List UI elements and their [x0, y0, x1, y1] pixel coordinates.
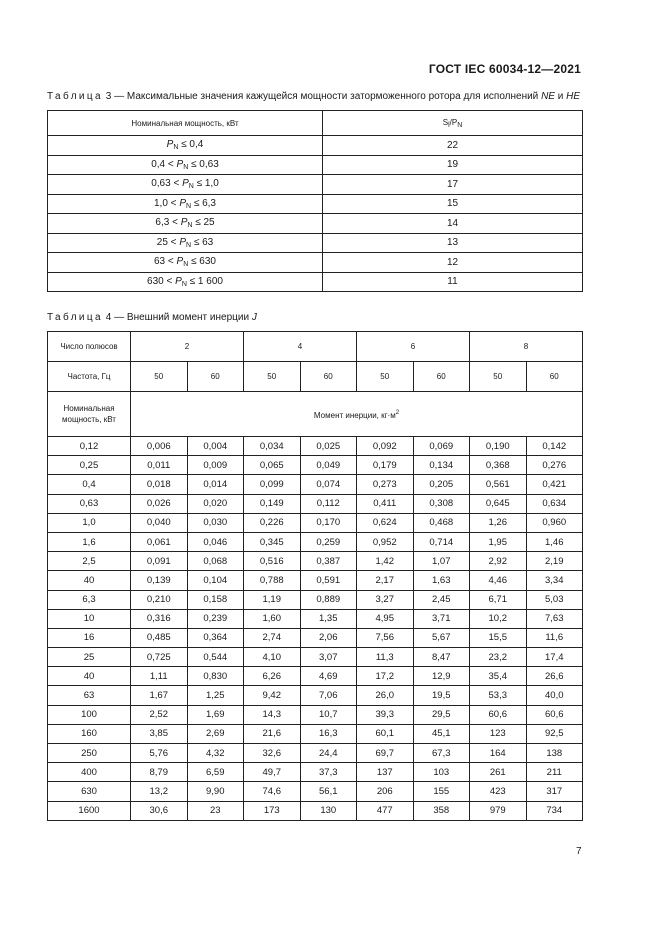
table4-inertia-cell: 4,69 [300, 667, 357, 686]
table4-inertia-cell: 206 [357, 782, 414, 801]
table4-inertia-cell: 4,46 [470, 571, 527, 590]
table4-inertia-cell: 2,17 [357, 571, 414, 590]
table4-inertia-cell: 11,3 [357, 648, 414, 667]
table4-inertia-cell: 15,5 [470, 628, 527, 647]
table3-col1-header: Номинальная мощность, кВт [48, 111, 323, 136]
table4-inertia-cell: 0,179 [357, 456, 414, 475]
table3-range-cell: $63 < P_N \le 630$ [48, 253, 323, 273]
table4-inertia-cell: 0,364 [187, 628, 244, 647]
table4-row [48, 475, 583, 494]
table4-inertia-cell: 0,725 [131, 648, 188, 667]
table4-inertia-cell: 103 [413, 763, 470, 782]
table4-power-cell: 400 [48, 763, 131, 782]
table3-row [48, 253, 583, 273]
table4-inertia-cell: 0,112 [300, 494, 357, 513]
table4-inertia-cell: 0,368 [470, 456, 527, 475]
table3-row [48, 136, 583, 156]
table4-inertia-cell: 60,6 [526, 705, 583, 724]
table4-inertia-cell: 0,069 [413, 437, 470, 456]
table4-inertia-cell: 0,205 [413, 475, 470, 494]
table4-inertia-cell: 0,345 [244, 532, 301, 551]
table4-caption [47, 312, 257, 323]
table4-caption-text: 4 — Внешний момент инерции J [105, 312, 257, 323]
table4-inertia-cell: 1,25 [187, 686, 244, 705]
table4-inertia-cell: 138 [526, 744, 583, 763]
table4-inertia-cell: 0,190 [470, 437, 527, 456]
table3-row [48, 272, 583, 292]
table4-inertia-cell: 0,276 [526, 456, 583, 475]
table4-inertia-cell: 0,040 [131, 513, 188, 532]
table4-inertia-cell: 0,889 [300, 590, 357, 609]
table4-inertia-cell: 19,5 [413, 686, 470, 705]
table4-row [48, 532, 583, 551]
table4-power-cell: 0,4 [48, 475, 131, 494]
table4-inertia-cell: 0,011 [131, 456, 188, 475]
table4-external-moment-of-inertia [47, 331, 583, 821]
table4-inertia-cell: 0,026 [131, 494, 188, 513]
table4-inertia-cell: 0,139 [131, 571, 188, 590]
table4-inertia-cell: 3,34 [526, 571, 583, 590]
table4-frequency-cell: 60 [526, 362, 583, 392]
table4-inertia-cell: 1,95 [470, 532, 527, 551]
table4-inertia-cell: 1,19 [244, 590, 301, 609]
table4-inertia-cell: 0,316 [131, 609, 188, 628]
table4-inertia-cell: 477 [357, 801, 414, 820]
table4-frequency-cell: 60 [413, 362, 470, 392]
table4-frequency-cell: 60 [187, 362, 244, 392]
table4-inertia-cell: 6,26 [244, 667, 301, 686]
table4-power-cell: 16 [48, 628, 131, 647]
table4-power-cell: 6,3 [48, 590, 131, 609]
table3-value-cell: 11 [323, 272, 583, 292]
table4-inertia-cell: 0,544 [187, 648, 244, 667]
table3-range-cell: $630 < P_N \le 1$ 600 [48, 272, 323, 292]
table4-power-cell: 63 [48, 686, 131, 705]
table4-inertia-cell: 130 [300, 801, 357, 820]
table3-caption [47, 91, 580, 102]
table4-row [48, 571, 583, 590]
table4-inertia-cell: 4,10 [244, 648, 301, 667]
table4-inertia-cell: 0,624 [357, 513, 414, 532]
table4-power-cell: 100 [48, 705, 131, 724]
table4-inertia-cell: 1,11 [131, 667, 188, 686]
table4-inertia-cell: 26,6 [526, 667, 583, 686]
table4-inertia-cell: 1,35 [300, 609, 357, 628]
table4-inertia-cell: 0,485 [131, 628, 188, 647]
table3-value-cell: 14 [323, 214, 583, 234]
table4-inertia-cell: 2,06 [300, 628, 357, 647]
table3-row [48, 175, 583, 195]
table4-inertia-cell: 8,79 [131, 763, 188, 782]
table4-inertia-cell: 0,239 [187, 609, 244, 628]
table4-frequency-label: Частота, Гц [48, 362, 131, 392]
table4-inertia-cell: 137 [357, 763, 414, 782]
table4-frequency-cell: 50 [470, 362, 527, 392]
table3-col2-header: Sl/PN [323, 111, 583, 136]
table3-value-cell: 22 [323, 136, 583, 156]
table4-inertia-cell: 0,259 [300, 532, 357, 551]
table4-inertia-cell: 423 [470, 782, 527, 801]
table4-inertia-cell: 0,468 [413, 513, 470, 532]
table4-inertia-cell: 173 [244, 801, 301, 820]
table4-inertia-cell: 74,6 [244, 782, 301, 801]
table4-inertia-cell: 40,0 [526, 686, 583, 705]
table4-inertia-cell: 1,26 [470, 513, 527, 532]
table4-inertia-cell: 14,3 [244, 705, 301, 724]
table4-inertia-cell: 0,068 [187, 552, 244, 571]
table4-inertia-cell: 2,92 [470, 552, 527, 571]
table4-inertia-cell: 23,2 [470, 648, 527, 667]
table4-power-cell: 2,5 [48, 552, 131, 571]
table4-inertia-cell: 4,32 [187, 744, 244, 763]
table4-inertia-cell: 2,74 [244, 628, 301, 647]
table4-inertia-cell: 0,091 [131, 552, 188, 571]
table4-pole-cell: 8 [470, 332, 583, 362]
table4-inertia-cell: 37,3 [300, 763, 357, 782]
table4-inertia-cell: 734 [526, 801, 583, 820]
table3-caption-label: Таблица [47, 91, 104, 102]
table4-inertia-label: Момент инерции, $кг\cdot м^2$ [131, 392, 583, 437]
table4-power-cell: 160 [48, 724, 131, 743]
table4-frequency-cell: 50 [244, 362, 301, 392]
table4-row [48, 552, 583, 571]
table4-inertia-cell: 2,52 [131, 705, 188, 724]
table4-inertia-cell: 261 [470, 763, 527, 782]
table4-inertia-cell: 10,2 [470, 609, 527, 628]
table3-value-cell: 13 [323, 233, 583, 253]
table3-range-cell: $6,3 < P_N \le 25$ [48, 214, 323, 234]
table4-frequency-cell: 50 [357, 362, 414, 392]
table4-inertia-cell: 29,5 [413, 705, 470, 724]
table4-inertia-cell: 0,561 [470, 475, 527, 494]
table3-range-cell: $P_N \le 0,4$ [48, 136, 323, 156]
table4-inertia-cell: 1,67 [131, 686, 188, 705]
table4-poles-label: Число полюсов [48, 332, 131, 362]
table3-range-cell: $0,63 < P_N \le 1,0$ [48, 175, 323, 195]
table4-inertia-cell: 0,226 [244, 513, 301, 532]
table4-inertia-cell: 7,56 [357, 628, 414, 647]
table4-inertia-cell: 0,960 [526, 513, 583, 532]
table4-inertia-cell: 5,03 [526, 590, 583, 609]
table4-frequency-row [48, 362, 583, 392]
table4-power-cell: 0,63 [48, 494, 131, 513]
table4-power-cell: 25 [48, 648, 131, 667]
table4-inertia-cell: 69,7 [357, 744, 414, 763]
table4-inertia-cell: 4,95 [357, 609, 414, 628]
table4-power-label: Номинальная мощность, кВт [48, 392, 131, 437]
table4-inertia-cell: 21,6 [244, 724, 301, 743]
table3-locked-rotor-apparent-power [47, 110, 583, 292]
table4-poles-row [48, 332, 583, 362]
table4-inertia-cell: 0,830 [187, 667, 244, 686]
table3-row [48, 233, 583, 253]
table4-inertia-cell: 12,9 [413, 667, 470, 686]
table4-inertia-cell: 16,3 [300, 724, 357, 743]
table4-inertia-cell: 0,104 [187, 571, 244, 590]
table4-power-cell: 1,0 [48, 513, 131, 532]
table4-power-cell: 10 [48, 609, 131, 628]
table4-inertia-cell: 0,025 [300, 437, 357, 456]
table4-inertia-cell: 0,020 [187, 494, 244, 513]
table3-caption-text: 3 — Максимальные значения кажущейся мощности заторможенного ротора для исполнений NE и HE [105, 91, 581, 102]
table4-inertia-cell: 49,7 [244, 763, 301, 782]
table4-inertia-cell: 30,6 [131, 801, 188, 820]
table4-row [48, 744, 583, 763]
table4-inertia-cell: 0,034 [244, 437, 301, 456]
table4-inertia-cell: 0,516 [244, 552, 301, 571]
table4-inertia-cell: 0,170 [300, 513, 357, 532]
table4-inertia-cell: 0,421 [526, 475, 583, 494]
table4-inertia-cell: 1,63 [413, 571, 470, 590]
table4-inertia-cell: 0,065 [244, 456, 301, 475]
table4-inertia-cell: 0,092 [357, 437, 414, 456]
table4-inertia-cell: 0,046 [187, 532, 244, 551]
table4-unit-row [48, 392, 583, 437]
table4-inertia-cell: 7,63 [526, 609, 583, 628]
table4-inertia-cell: 0,061 [131, 532, 188, 551]
table4-inertia-cell: 0,273 [357, 475, 414, 494]
table4-inertia-cell: 0,308 [413, 494, 470, 513]
table4-inertia-cell: 17,4 [526, 648, 583, 667]
table4-inertia-cell: 9,42 [244, 686, 301, 705]
table4-pole-cell: 4 [244, 332, 357, 362]
table4-row [48, 705, 583, 724]
table4-inertia-cell: 0,074 [300, 475, 357, 494]
table4-pole-cell: 6 [357, 332, 470, 362]
table4-row [48, 628, 583, 647]
table4-inertia-cell: 1,07 [413, 552, 470, 571]
table4-row [48, 782, 583, 801]
page-number: 7 [576, 846, 582, 857]
table3-value-cell: 19 [323, 155, 583, 175]
table4-inertia-cell: 92,5 [526, 724, 583, 743]
table4-caption-label: Таблица [47, 312, 104, 323]
table4-row [48, 494, 583, 513]
table4-inertia-cell: 0,411 [357, 494, 414, 513]
table3-value-cell: 17 [323, 175, 583, 195]
table4-inertia-cell: 0,210 [131, 590, 188, 609]
table4-inertia-cell: 164 [470, 744, 527, 763]
table4-inertia-cell: 0,645 [470, 494, 527, 513]
table4-power-cell: 1,6 [48, 532, 131, 551]
table4-inertia-cell: 0,049 [300, 456, 357, 475]
table4-inertia-cell: 56,1 [300, 782, 357, 801]
table4-row [48, 801, 583, 820]
table4-inertia-cell: 2,45 [413, 590, 470, 609]
table4-inertia-cell: 60,1 [357, 724, 414, 743]
table4-inertia-cell: 9,90 [187, 782, 244, 801]
table4-inertia-cell: 123 [470, 724, 527, 743]
table4-inertia-cell: 1,42 [357, 552, 414, 571]
table4-pole-cell: 2 [131, 332, 244, 362]
table4-inertia-cell: 317 [526, 782, 583, 801]
table3-range-cell: $1,0 < P_N \le 6,3$ [48, 194, 323, 214]
table3-range-cell: $25 < P_N \le 63$ [48, 233, 323, 253]
table4-inertia-cell: 60,6 [470, 705, 527, 724]
table4-inertia-cell: 0,591 [300, 571, 357, 590]
document-standard-header: ГОСТ IEC 60034-12—2021 [428, 62, 581, 76]
table4-row [48, 648, 583, 667]
table4-power-cell: 1600 [48, 801, 131, 820]
table4-inertia-cell: 6,71 [470, 590, 527, 609]
table4-inertia-cell: 0,714 [413, 532, 470, 551]
table4-power-cell: 0,25 [48, 456, 131, 475]
table4-inertia-cell: 23 [187, 801, 244, 820]
table4-power-cell: 630 [48, 782, 131, 801]
table4-power-cell: 40 [48, 571, 131, 590]
table4-inertia-cell: 35,4 [470, 667, 527, 686]
table3-row [48, 155, 583, 175]
table4-inertia-cell: 32,6 [244, 744, 301, 763]
table4-inertia-cell: 0,158 [187, 590, 244, 609]
table4-row [48, 724, 583, 743]
table4-inertia-cell: 0,149 [244, 494, 301, 513]
table4-inertia-cell: 11,6 [526, 628, 583, 647]
table4-row [48, 686, 583, 705]
table4-inertia-cell: 0,030 [187, 513, 244, 532]
table4-power-cell: 0,12 [48, 437, 131, 456]
table4-inertia-cell: 211 [526, 763, 583, 782]
table4-frequency-cell: 50 [131, 362, 188, 392]
table4-inertia-cell: 0,952 [357, 532, 414, 551]
table4-inertia-cell: 358 [413, 801, 470, 820]
table4-inertia-cell: 0,634 [526, 494, 583, 513]
table4-inertia-cell: 8,47 [413, 648, 470, 667]
table4-inertia-cell: 1,46 [526, 532, 583, 551]
table4-row [48, 763, 583, 782]
table4-row [48, 437, 583, 456]
table3-range-cell: $0,4 < P_N \le 0,63$ [48, 155, 323, 175]
table4-inertia-cell: 0,387 [300, 552, 357, 571]
table3-header-row [48, 111, 583, 136]
table4-inertia-cell: 0,134 [413, 456, 470, 475]
table4-inertia-cell: 3,85 [131, 724, 188, 743]
table4-inertia-cell: 39,3 [357, 705, 414, 724]
table4-inertia-cell: 0,018 [131, 475, 188, 494]
table4-inertia-cell: 13,2 [131, 782, 188, 801]
table4-power-cell: 250 [48, 744, 131, 763]
table3-value-cell: 12 [323, 253, 583, 273]
table3-row [48, 194, 583, 214]
table4-inertia-cell: 24,4 [300, 744, 357, 763]
table4-inertia-cell: 0,788 [244, 571, 301, 590]
table3-row [48, 214, 583, 234]
table4-row [48, 609, 583, 628]
table4-inertia-cell: 3,71 [413, 609, 470, 628]
table4-row [48, 456, 583, 475]
table4-inertia-cell: 5,76 [131, 744, 188, 763]
table4-inertia-cell: 0,142 [526, 437, 583, 456]
table4-inertia-cell: 3,07 [300, 648, 357, 667]
table4-inertia-cell: 1,69 [187, 705, 244, 724]
table4-power-cell: 40 [48, 667, 131, 686]
table4-inertia-cell: 2,19 [526, 552, 583, 571]
table4-inertia-cell: 0,004 [187, 437, 244, 456]
table4-inertia-cell: 67,3 [413, 744, 470, 763]
table4-inertia-cell: 0,006 [131, 437, 188, 456]
table4-inertia-cell: 979 [470, 801, 527, 820]
table4-inertia-cell: 7,06 [300, 686, 357, 705]
table3-value-cell: 15 [323, 194, 583, 214]
table4-row [48, 590, 583, 609]
table4-inertia-cell: 2,69 [187, 724, 244, 743]
table4-inertia-cell: 3,27 [357, 590, 414, 609]
table4-inertia-cell: 1,60 [244, 609, 301, 628]
table4-inertia-cell: 5,67 [413, 628, 470, 647]
table4-row [48, 667, 583, 686]
table4-inertia-cell: 6,59 [187, 763, 244, 782]
table4-inertia-cell: 0,009 [187, 456, 244, 475]
table4-frequency-cell: 60 [300, 362, 357, 392]
table4-inertia-cell: 26,0 [357, 686, 414, 705]
table4-inertia-cell: 0,099 [244, 475, 301, 494]
table4-inertia-cell: 45,1 [413, 724, 470, 743]
table4-inertia-cell: 10,7 [300, 705, 357, 724]
table4-inertia-cell: 0,014 [187, 475, 244, 494]
table4-row [48, 513, 583, 532]
table4-inertia-cell: 155 [413, 782, 470, 801]
table4-inertia-cell: 17,2 [357, 667, 414, 686]
table4-inertia-cell: 53,3 [470, 686, 527, 705]
